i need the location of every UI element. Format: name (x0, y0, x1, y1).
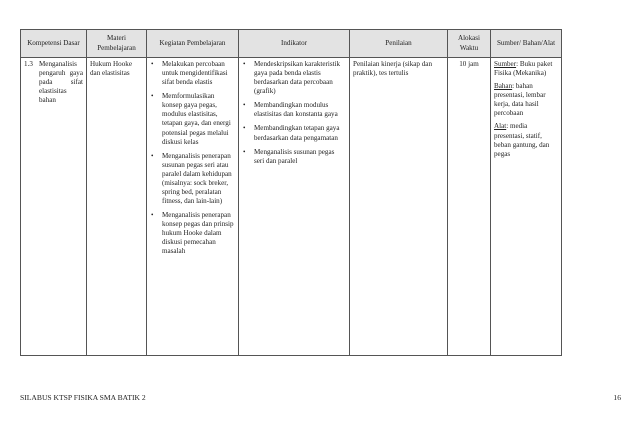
page-number: 16 (613, 393, 621, 402)
bullet-icon: • (243, 124, 246, 133)
header-alokasi: Alokasi Waktu (448, 30, 491, 58)
table-header-row (21, 30, 562, 58)
indikator-cell (239, 58, 350, 356)
header-kegiatan: Kegiatan Pembelajaran (147, 30, 239, 58)
alat-label: Alat (494, 122, 507, 131)
header-sumber: Sumber/ Bahan/Alat (491, 30, 562, 58)
alat-entry (494, 122, 558, 158)
penilaian-cell: Penilaian kinerja (sikap dan praktik), tes tertulis (350, 58, 448, 356)
indikator-list (242, 60, 346, 166)
header-materi: Materi Pembelajaran (87, 30, 147, 58)
bahan-text: : bahan presentasi, lembar kerja, data hasil percobaan (494, 82, 546, 118)
alokasi-cell: 10 jam (448, 58, 491, 356)
bullet-icon: • (243, 147, 246, 156)
header-kompetensi: Kompetensi Dasar (21, 30, 87, 58)
bullet-icon: • (243, 60, 246, 68)
sumber-text: : Buku paket Fisika (Mekanika) (494, 60, 553, 78)
sumber-entry (494, 60, 558, 78)
bullet-icon: • (151, 211, 154, 220)
header-penilaian: Penilaian (350, 30, 448, 58)
bullet-icon: • (151, 151, 154, 160)
indikator-item: • Membandingkan tetapan gaya berdasarkan data pengamatan (243, 124, 340, 142)
kegiatan-item: • Menganalisis penerapan konsep pegas dan prinsip hukum Hooke dalam diskusi pemecahan masalah (151, 211, 234, 256)
materi-cell: Hukum Hooke dan elastisitas (87, 58, 147, 356)
kegiatan-item: • Menganalisis penerapan susunan pegas seri atau paralel dalam kehidupan (misalnya: sock breker, spring bed, peralatan fitness, dan lain-lain) (151, 151, 232, 206)
bahan-entry (494, 82, 558, 118)
sumber-cell (491, 58, 562, 356)
sumber-label: Sumber (494, 60, 517, 68)
page-footer (20, 393, 621, 402)
indikator-item: • Menganalisis susunan pegas seri dan paralel (243, 147, 335, 165)
syllabus-table (20, 29, 562, 356)
kegiatan-cell (147, 58, 239, 356)
alat-text: : media presentasi, statif, beban gantung, dan pegas (494, 122, 550, 158)
table-row (21, 58, 562, 356)
kompetensi-cell (21, 58, 87, 356)
indikator-item: • Membandingkan modulus elastisitas dan konstanta gaya (243, 101, 338, 119)
bullet-icon: • (151, 92, 154, 101)
header-indikator: Indikator (239, 30, 350, 58)
bahan-label: Bahan (494, 82, 513, 91)
kd-number: 1.3 (24, 60, 33, 68)
kegiatan-list (150, 60, 235, 257)
kd-text: Menganalisis pengaruh gaya pada sifat elastisitas bahan (39, 60, 83, 105)
indikator-item: • Mendeskripsikan karakteristik gaya pada benda elastis berdasarkan data percobaan (grafik) (243, 60, 341, 96)
bullet-icon: • (243, 101, 246, 110)
bullet-icon: • (151, 60, 154, 68)
kegiatan-item: • Memformulasikan konsep gaya pegas, modulus elastisitas, tetapan gaya, dan energi potensial pegas melalui diskusi kelas (151, 92, 231, 146)
kegiatan-item: • Melakukan percobaan untuk mengidentifikasi sifat benda elastis (151, 60, 228, 87)
footer-title: SILABUS KTSP FISIKA SMA BATIK 2 (20, 393, 146, 402)
